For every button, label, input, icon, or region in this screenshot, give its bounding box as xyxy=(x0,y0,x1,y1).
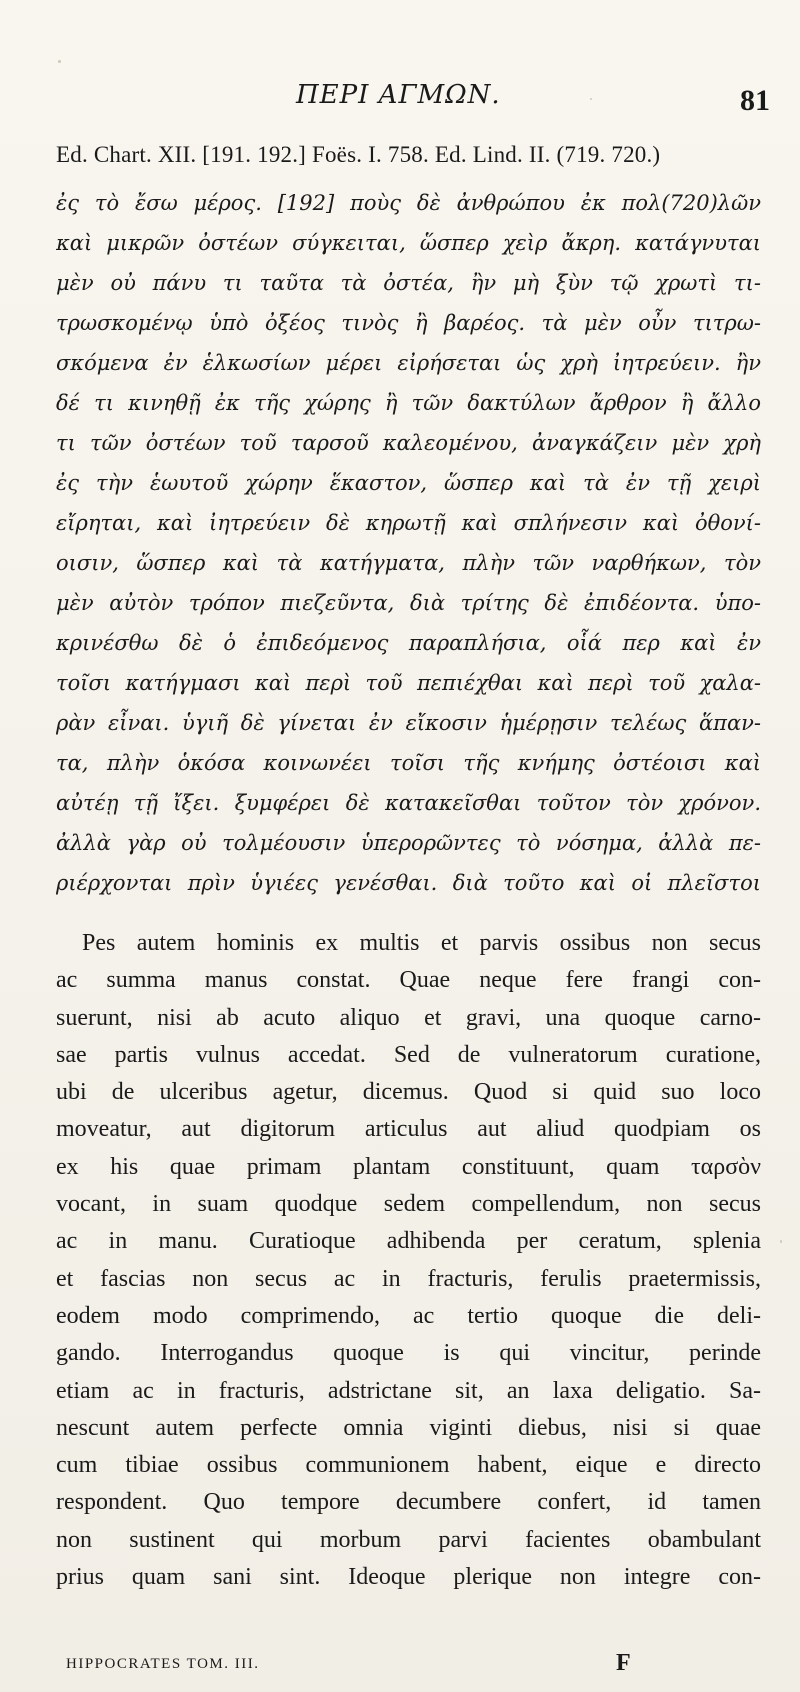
greek-line: ἐς τὸ ἔσω μέρος. [192] ποὺς δὲ ἀνθρώπου ἐκ πολ(720)λῶν xyxy=(56,191,761,215)
latin-line: respondent. Quo tempore decumbere confert, id tamen xyxy=(56,1489,761,1516)
greek-line: τρωσκομένῳ ὑπὸ ὀξέος τινὸς ἢ βαρέος. τὰ μὲν οὖν τιτρω- xyxy=(56,311,761,335)
greek-line: οισιν, ὥσπερ καὶ τὰ κατήγματα, πλὴν τῶν ναρθήκων, τὸν xyxy=(56,551,761,575)
latin-line: ex his quae primam plantam constituunt, quam ταρσὸν xyxy=(56,1153,761,1180)
latin-line: prius quam sani sint. Ideoque plerique non integre con- xyxy=(56,1564,761,1591)
greek-line: καὶ μικρῶν ὀστέων σύγκειται, ὥσπερ χεὶρ ἄκρη. κατάγνυται xyxy=(56,231,761,255)
running-head xyxy=(56,76,770,116)
greek-line: αὐτέῃ τῇ ἴξει. ξυμφέρει δὲ κατακεῖσθαι τοῦτον τὸν χρόνον. xyxy=(56,791,761,815)
greek-line: μὲν αὐτὸν τρόπον πιεζεῦντα, διὰ τρίτης δὲ ἐπιδέοντα. ὑπο- xyxy=(56,591,761,615)
latin-line: cum tibiae ossibus communionem habent, eique e directo xyxy=(56,1452,761,1479)
latin-line: ac summa manus constat. Quae neque fere frangi con- xyxy=(56,967,761,994)
page-footer xyxy=(56,1652,760,1682)
signature-mark: F xyxy=(616,1650,631,1676)
paper-speck xyxy=(780,1240,782,1243)
edition-reference-line: Ed. Chart. XII. [191. 192.] Foës. I. 758. Ed. Lind. II. (719. 720.) xyxy=(56,142,661,167)
latin-line: et fascias non secus ac in fracturis, ferulis praetermissis, xyxy=(56,1265,761,1292)
latin-line: ubi de ulceribus agetur, dicemus. Quod si quid suo loco xyxy=(56,1079,761,1106)
greek-line: μὲν οὐ πάνυ τι ταῦτα τὰ ὀστέα, ἢν μὴ ξὺν τῷ χρωτὶ τι- xyxy=(56,271,761,295)
greek-line: κρινέσθω δὲ ὁ ἐπιδεόμενος παραπλήσια, οἷά περ καὶ ἐν xyxy=(56,631,761,655)
greek-line: εἴρηται, καὶ ἰητρεύειν δὲ κηρωτῇ καὶ σπλήνεσιν καὶ ὀθονί- xyxy=(56,511,761,535)
latin-line: ac in manu. Curatioque adhibenda per ceratum, splenia xyxy=(56,1228,761,1255)
greek-text-block xyxy=(56,183,761,903)
greek-line: τι τῶν ὀστέων τοῦ ταρσοῦ καλεομένου, ἀναγκάζειν μὲν χρὴ xyxy=(56,431,761,455)
greek-line: ἀλλὰ γὰρ οὐ τολμέουσιν ὑπερορῶντες τὸ νόσημα, ἀλλὰ πε- xyxy=(56,831,761,855)
latin-line: eodem modo comprimendo, ac tertio quoque die deli- xyxy=(56,1302,761,1329)
latin-line: suerunt, nisi ab acuto aliquo et gravi, una quoque carno- xyxy=(56,1004,761,1031)
latin-line: etiam ac in fracturis, adstrictane sit, an laxa deligatio. Sa- xyxy=(56,1377,761,1404)
latin-line: moveatur, aut digitorum articulus aut aliud quodpiam os xyxy=(56,1116,761,1143)
paper-speck xyxy=(58,60,61,63)
paper-speck xyxy=(590,98,592,100)
latin-line: vocant, in suam quodque sedem compellendum, non secus xyxy=(56,1191,761,1218)
running-head-title: ΠΕΡΙ ΑΓΜΩΝ. xyxy=(296,80,501,110)
latin-line: nescunt autem perfecte omnia viginti diebus, nisi si quae xyxy=(56,1414,761,1441)
greek-line: σκόμενα ἐν ἑλκωσίων μέρει εἰρήσεται ὡς χρὴ ἰητρεύειν. ἢν xyxy=(56,351,761,375)
greek-line: ρὰν εἶναι. ὑγιῆ δὲ γίνεται ἐν εἴκοσιν ἡμέρῃσιν τελέως ἅπαν- xyxy=(56,711,761,735)
greek-line: τα, πλὴν ὁκόσα κοινωνέει τοῖσι τῆς κνήμης ὀστέοισι καὶ xyxy=(56,751,761,775)
greek-line: ριέρχονται πρὶν ὑγιέες γενέσθαι. διὰ τοῦτο καὶ οἱ πλεῖστοι xyxy=(56,871,761,895)
printer-signature: HIPPOCRATES TOM. III. xyxy=(66,1656,260,1672)
latin-line: sae partis vulnus accedat. Sed de vulneratorum curatione, xyxy=(56,1041,761,1068)
greek-line: δέ τι κινηθῇ ἐκ τῆς χώρης ἢ τῶν δακτύλων ἄρθρον ἢ ἄλλο xyxy=(56,391,761,415)
latin-text-block xyxy=(56,925,761,1596)
latin-line: gando. Interrogandus quoque is qui vincitur, perinde xyxy=(56,1340,761,1367)
greek-line: ἐς τὴν ἑωυτοῦ χώρην ἕκαστον, ὥσπερ καὶ τὰ ἐν τῇ χειρὶ xyxy=(56,471,761,495)
latin-line: Pes autem hominis ex multis et parvis ossibus non secus xyxy=(82,930,761,956)
latin-line: non sustinent qui morbum parvi facientes obambulant xyxy=(56,1526,761,1553)
page-number: 81 xyxy=(740,84,770,117)
greek-line: τοῖσι κατήγμασι καὶ περὶ τοῦ πεπιέχθαι καὶ περὶ τοῦ χαλα- xyxy=(56,671,761,695)
